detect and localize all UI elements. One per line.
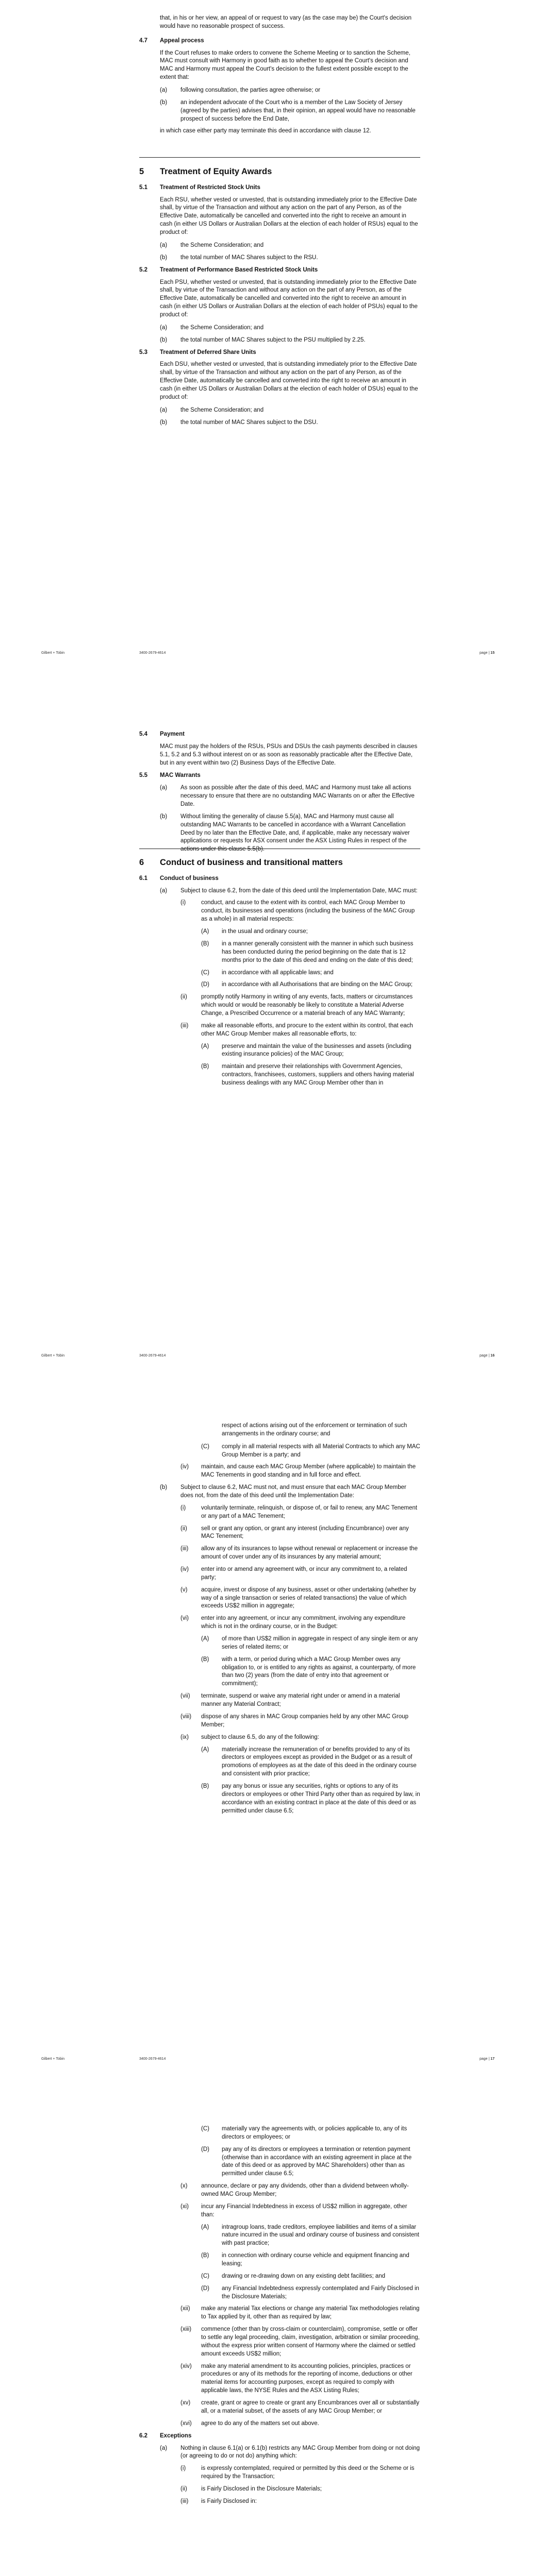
clause-6-1-b-ix: (ix) subject to clause 6.5, do any of the following:: [180, 1734, 319, 1740]
clause-6-1-a-i-B: (B) in a manner generally consistent with the manner in which such business has been conducted during the period beginning on the date that is 12 months prior to the date of this deed and ending on the date of this deed;: [201, 940, 414, 963]
clause-6-1-a-i-D: (D) in accordance with all Authorisations that are binding on the MAC Group;: [201, 981, 413, 988]
clause-5-1-body: Each RSU, whether vested or unvested, that is outstanding immediately prior to the Effective Date shall, by virtue of the Transaction and without any action on the part of any Person, as of the Effective Date, automatically be cancelled and converted into the right to receive an amount in cash (in either US Dollars or Australian Dollars at the election of each holder of RSUs) equal to the product of:: [160, 196, 418, 236]
clause-6-1-b-ii: (ii) sell or grant any option, or grant any interest (including Encumbrance) over any MAC Tenement;: [180, 1525, 409, 1540]
clause-6-1-b-xi-A: (A) intragroup loans, trade creditors, employee liabilities and items of a similar nature incurred in the usual and ordinary course of business and consistent with past practice;: [201, 2224, 419, 2247]
clause-6-1-b-xi: (xi) incur any Financial Indebtedness in excess of US$2 million in aggregate, other than:: [180, 2203, 407, 2218]
clause-5-5-b: (b) Without limiting the generality of clause 5.5(a), MAC and Harmony must cause all outstanding MAC Warrants to be cancelled in accordance with a Warrant Cancellation Deed by no later than the Effective Date, and, if applicable, make any necessary waiver applications or requests for ASX consent under the ASX Listing Rules in respect of the actions under this clause 5.5(b).: [160, 813, 410, 853]
footer-firm: Gilbert + Tobin: [41, 1354, 65, 1358]
clause-6-1-b-v: (v) acquire, invest or dispose of any business, asset or other undertaking (whether by way of a single transaction or series of related transactions) the value of which exceeds US$2 million in aggregate;: [180, 1586, 416, 1609]
clause-6-1-b-ix-D: (D) pay any of its directors or employees a termination or retention payment (otherwise than in accordance with an existing agreement in place at the date of this deed or as approved by MAC Shareholders) other than as permitted under clause 6.5;: [201, 2146, 412, 2177]
clause-6-1-heading: 6.1 Conduct of business: [139, 875, 219, 882]
footer-ref: 3400-2679-4614: [139, 651, 166, 655]
clause-6-1-b-ix-B: (B) pay any bonus or issue any securities, rights or options to any of its directors or employees or other Third Party other than as required by law, in accordance with an existing contract in place at the date of this deed or as permitted under clause 6.5;: [201, 1783, 420, 1814]
footer-firm: Gilbert + Tobin: [41, 2057, 65, 2061]
clause-6-1-a-iii-B: (B) maintain and preserve their relationships with Government Agencies, contractors, franchisees, customers, suppliers and others having material business dealings with any MAC Group Member other than in: [201, 1063, 414, 1086]
clause-6-1-b-ix-C: (C) materially vary the agreements with, or policies applicable to, any of its directors or employees; or: [201, 2126, 407, 2140]
section-6-heading: 6 Conduct of business and transitional matters: [139, 858, 343, 867]
section-5-heading: 5 Treatment of Equity Awards: [139, 167, 272, 176]
clause-6-1-a-iii: (iii) make all reasonable efforts, and procure to the extent within its control, that each other MAC Group Member makes all reasonable efforts, to:: [180, 1022, 413, 1037]
clause-5-4-heading: 5.4 Payment: [139, 731, 185, 737]
footer-page-number: page | 17: [480, 2057, 495, 2061]
footer-ref: 3400-2679-4614: [139, 2057, 166, 2061]
clause-6-2-a-iii: (iii) is Fairly Disclosed in:: [180, 2498, 257, 2504]
clause-6-1-b: (b) Subject to clause 6.2, MAC must not, and must ensure that each MAC Group Member does not, from the date of this deed until the Implementation Date:: [160, 1484, 406, 1499]
clause-5-1-heading: 5.1 Treatment of Restricted Stock Units: [139, 184, 260, 191]
page-18-content: [139, 2125, 420, 2510]
clause-6-1-b-viii: (viii) dispose of any shares in MAC Group companies held by any other MAC Group Member;: [180, 1713, 409, 1728]
clause-6-1-b-iii: (iii) allow any of its insurances to lapse without renewal or replacement or increase the amount of cover under any of its insurances by any material amount;: [180, 1546, 418, 1561]
page-15-content: [139, 14, 420, 140]
clause-4-7-heading: 4.7 Appeal process: [139, 37, 204, 44]
clause-6-1-a-i-C: (C) in accordance with all applicable laws; and: [201, 969, 334, 976]
section-divider: [139, 157, 420, 158]
clause-6-1-b-xv: (xv) create, grant or agree to create or grant any Encumbrances over all or substantially all, or a material subset, of the assets of any MAC Group Member; or: [180, 2400, 420, 2414]
clause-6-2-a: (a) Nothing in clause 6.1(a) or 6.1(b) restricts any MAC Group Member from doing or not doing (or agreeing to do or not do) anything which:: [160, 2445, 420, 2460]
clause-6-1-a: (a) Subject to clause 6.2, from the date of this deed until the Implementation Date, MAC must:: [160, 887, 418, 894]
clause-4-7-tail: in which case either party may terminate this deed in accordance with clause 12.: [160, 128, 371, 134]
clause-6-2-a-i: (i) is expressly contemplated, required or permitted by this deed or the Scheme or is required by the Transaction;: [180, 2465, 415, 2480]
clause-6-1-a-ii: (ii) promptly notify Harmony in writing of any events, facts, matters or circumstances which would or would be reasonably be likely to constitute a Material Adverse Change, a Prescribed Occurrence or a material breach of any MAC Warranty;: [180, 994, 413, 1016]
clause-5-2-b: (b) the total number of MAC Shares subject to the PSU multiplied by 2.25.: [160, 336, 366, 343]
clause-6-1-b-xii: (xii) make any material Tax elections or change any material Tax methodologies relating to Tax applied by it, other than as required by law;: [180, 2306, 420, 2320]
clause-6-2-heading: 6.2 Exceptions: [139, 2432, 192, 2439]
clause-6-2-a-ii: (ii) is Fairly Disclosed in the Disclosure Materials;: [180, 2485, 322, 2492]
clause-4-7-b: (b) an independent advocate of the Court who is a member of the Law Society of Jersey (agreed by the parties) advises that, in their opinion, an appeal would have no reasonable prospect of success before the End Date,: [160, 99, 416, 122]
clause-5-3-a: (a) the Scheme Consideration; and: [160, 406, 264, 413]
clause-5-2-body: Each PSU, whether vested or unvested, that is outstanding immediately prior to the Effective Date shall, by virtue of the Transaction and without any action on the part of any Person, as of the Effective Date, automatically be cancelled and converted into the right to receive an amount in cash (in either US Dollars or Australian Dollars at the election of each holder of PSUs) equal to the product of:: [160, 279, 418, 318]
clause-6-1-a-iii-C: (C) comply in all material respects with all Material Contracts to which any MAC Group Member is a party; and: [201, 1443, 420, 1458]
clause-5-2-heading: 5.2 Treatment of Performance Based Restricted Stock Units: [139, 266, 318, 273]
clause-6-1-a-iii-A: (A) preserve and maintain the value of the businesses and assets (including existing insurance policies) of the MAC Group;: [201, 1043, 411, 1058]
page-16-content: [139, 726, 420, 858]
clause-6-1-b-iv: (iv) enter into or amend any agreement with, or incur any commitment to, a related party;: [180, 1566, 407, 1581]
clause-5-5-a: (a) As soon as possible after the date of this deed, MAC and Harmony must take all actions necessary to ensure that there are no outstanding MAC Warrants on or after the Effective Date.: [160, 785, 415, 808]
continuation-text: respect of actions arising out of the enforcement or termination of such arrangements in the ordinary course; and: [222, 1422, 407, 1437]
clause-5-3-body: Each DSU, whether vested or unvested, that is outstanding immediately prior to the Effective Date shall, by virtue of the Transaction and without any action on the part of any Person, as of the Effective Date, automatically be cancelled and converted into the right to receive an amount in cash (in either US Dollars or Australian Dollars at the election of each holder of DSUs) equal to the product of:: [160, 361, 418, 400]
footer-page-number: page | 16: [480, 1354, 495, 1358]
clause-6-1-b-i: (i) voluntarily terminate, relinquish, or dispose of, or fail to renew, any MAC Tenement or any part of a MAC Tenement;: [180, 1504, 418, 1519]
page-15-section-5: [139, 163, 420, 431]
clause-6-1-b-xiii: (xiii) commence (other than by cross-claim or counterclaim), compromise, settle or offer to settle any legal proceeding, claim, investigation, arbitration or similar proceeding, without the express prior written consent of Harmony where the claimed or settled amount exceeds US$2 million;: [180, 2326, 420, 2357]
footer-page-number: page | 15: [480, 651, 495, 655]
clause-4-7-a: (a) following consultation, the parties agree otherwise; or: [160, 87, 321, 94]
clause-6-1-a-iv: (iv) maintain, and cause each MAC Group Member (where applicable) to maintain the MAC Tenements in good standing and in full force and effect.: [180, 1464, 416, 1479]
clause-4-7-body: If the Court refuses to make orders to convene the Scheme Meeting or to sanction the Scheme, MAC must consult with Harmony in good faith as to whether to appeal the Court's decision and MAC and Harmony must appeal the Court's decision to the fullest extent possible except to the extent that:: [160, 49, 410, 81]
clause-6-1-b-xvi: (xvi) agree to do any of the matters set out above.: [180, 2420, 319, 2427]
clause-6-1-b-xi-C: (C) drawing or re-drawing down on any existing debt facilities; and: [201, 2273, 386, 2279]
clause-6-1-a-i-A: (A) in the usual and ordinary course;: [201, 928, 308, 935]
clause-6-1-b-vii: (vii) terminate, suspend or waive any material right under or amend in a material manner any Material Contract;: [180, 1693, 400, 1708]
clause-6-1-b-xi-D: (D) any Financial Indebtedness expressly contemplated and Fairly Disclosed in the Disclosure Materials;: [201, 2285, 419, 2300]
footer-ref: 3400-2679-4614: [139, 1354, 166, 1358]
clause-5-1-a: (a) the Scheme Consideration; and: [160, 242, 264, 248]
footer-firm: Gilbert + Tobin: [41, 651, 65, 655]
clause-6-1-b-vi: (vi) enter into any agreement, or incur any commitment, involving any expenditure which is not in the ordinary course, or in the Budget:: [180, 1615, 406, 1630]
clause-6-1-b-xiv: (xiv) make any material amendment to its accounting policies, principles, practices or procedures or any of its methods for the reporting of income, deductions or other material items for accounting purposes, except as required to comply with applicable laws, the NYSE Rules and the ASX Listing Rules;: [180, 2363, 413, 2394]
clause-6-1-b-xi-B: (B) in connection with ordinary course vehicle and equipment financing and leasing;: [201, 2252, 409, 2267]
page-17-content: [139, 1422, 420, 1819]
clause-6-1-b-ix-A: (A) materially increase the remuneration of or benefits provided to any of its directors or employees except as provided in the Budget or as a result of promotions of employees as at the date of this deed in the ordinary course and consistent with prior practice;: [201, 1746, 417, 1777]
clause-5-2-a: (a) the Scheme Consideration; and: [160, 324, 264, 331]
clause-5-3-heading: 5.3 Treatment of Deferred Share Units: [139, 349, 256, 355]
clause-6-1-b-x: (x) announce, declare or pay any dividends, other than a dividend between wholly-owned MAC Group Member;: [180, 2183, 409, 2198]
clause-6-1-b-vi-B: (B) with a term, or period during which a MAC Group Member owes any obligation to, or is entitled to any rights as against, a counterparty, of more than two (2) years (from the date of entry into that agreement or commitment);: [201, 1656, 416, 1687]
clause-5-3-b: (b) the total number of MAC Shares subject to the DSU.: [160, 419, 318, 426]
page-16-section-6: [139, 854, 420, 1092]
clause-5-4-body: MAC must pay the holders of the RSUs, PSUs and DSUs the cash payments described in clauses 5.1, 5.2 and 5.3 without interest on or as soon as reasonably practicable after the Effective Date, but in any event within two (2) Business Days of the Effective Date.: [160, 743, 418, 766]
clause-5-5-heading: 5.5 MAC Warrants: [139, 772, 201, 779]
clause-5-1-b: (b) the total number of MAC Shares subject to the RSU.: [160, 254, 318, 261]
continuation-text: that, in his or her view, an appeal of or request to vary (as the case may be) the Court's decision would have no reasonable prospect of success.: [160, 15, 412, 29]
clause-6-1-b-vi-A: (A) of more than US$2 million in aggregate in respect of any single item or any series of related items; or: [201, 1636, 418, 1650]
clause-6-1-a-i: (i) conduct, and cause to the extent with its control, each MAC Group Member to conduct, its businesses and operations (including the business of the MAC Group as a whole) in all material respects:: [180, 900, 415, 923]
